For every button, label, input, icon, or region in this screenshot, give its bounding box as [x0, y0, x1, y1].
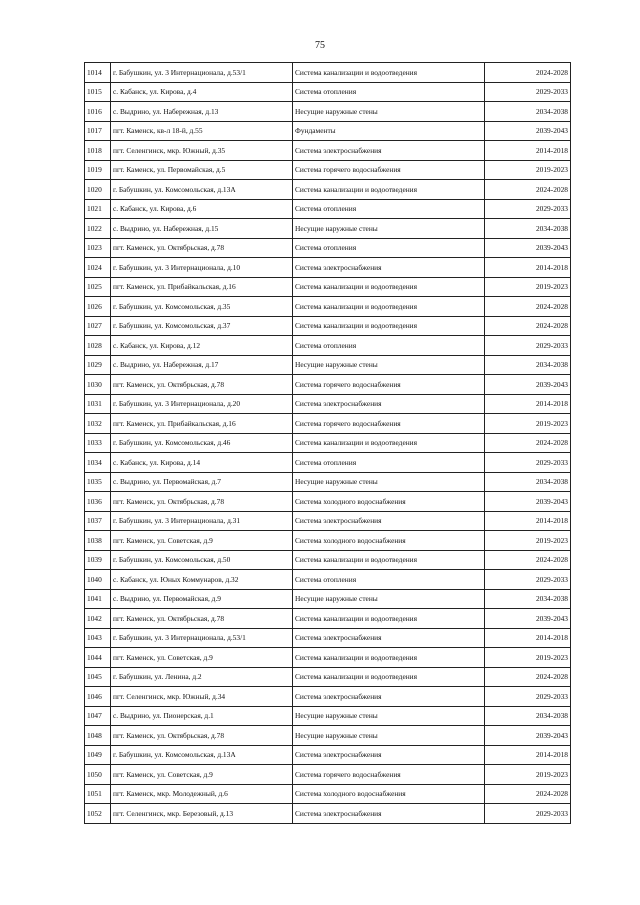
repair-period-cell: 2034-2038 [485, 472, 571, 492]
address-cell: с. Кабанск, ул. Кирова, д.14 [111, 453, 293, 473]
table-row [85, 277, 571, 297]
row-number-cell: 1028 [85, 336, 111, 356]
table-row [85, 687, 571, 707]
row-number-cell: 1043 [85, 628, 111, 648]
repair-period-cell: 2024-2028 [485, 297, 571, 317]
row-number-cell: 1020 [85, 180, 111, 200]
table-row [85, 511, 571, 531]
row-number-cell: 1040 [85, 570, 111, 590]
address-cell: г. Бабушкин, ул. 3 Интернационала, д.53/1 [111, 63, 293, 83]
structural-element-cell: Система горячего водоснабжения [293, 765, 485, 785]
row-number-cell: 1015 [85, 82, 111, 102]
structural-element-cell: Система канализации и водоотведения [293, 609, 485, 629]
repair-period-cell: 2024-2028 [485, 667, 571, 687]
structural-element-cell: Система горячего водоснабжения [293, 375, 485, 395]
repair-period-cell: 2029-2033 [485, 199, 571, 219]
table-row [85, 199, 571, 219]
structural-element-cell: Система канализации и водоотведения [293, 63, 485, 83]
address-cell: с. Выдрино, ул. Пионерская, д.1 [111, 706, 293, 726]
address-cell: г. Бабушкин, ул. 3 Интернационала, д.10 [111, 258, 293, 278]
table-row [85, 784, 571, 804]
address-cell: пгт. Каменск, ул. Советская, д.9 [111, 648, 293, 668]
repair-period-cell: 2014-2018 [485, 628, 571, 648]
table-row [85, 472, 571, 492]
repair-period-cell: 2014-2018 [485, 745, 571, 765]
structural-element-cell: Система холодного водоснабжения [293, 492, 485, 512]
structural-element-cell: Несущие наружные стены [293, 706, 485, 726]
table-row [85, 804, 571, 824]
table-row [85, 121, 571, 141]
repair-period-cell: 2034-2038 [485, 219, 571, 239]
repair-period-cell: 2019-2023 [485, 648, 571, 668]
table-row [85, 336, 571, 356]
table-row [85, 609, 571, 629]
row-number-cell: 1049 [85, 745, 111, 765]
row-number-cell: 1050 [85, 765, 111, 785]
repair-period-cell: 2029-2033 [485, 804, 571, 824]
structural-element-cell: Система отопления [293, 570, 485, 590]
repair-period-cell: 2019-2023 [485, 414, 571, 434]
table-row [85, 628, 571, 648]
repair-period-cell: 2029-2033 [485, 453, 571, 473]
row-number-cell: 1017 [85, 121, 111, 141]
address-cell: пгт. Каменск, ул. Советская, д.9 [111, 765, 293, 785]
row-number-cell: 1039 [85, 550, 111, 570]
structural-element-cell: Система электроснабжения [293, 394, 485, 414]
structural-element-cell: Система отопления [293, 82, 485, 102]
repair-period-cell: 2024-2028 [485, 316, 571, 336]
address-cell: с. Выдрино, ул. Набережная, д.13 [111, 102, 293, 122]
address-cell: с. Выдрино, ул. Набережная, д.15 [111, 219, 293, 239]
row-number-cell: 1027 [85, 316, 111, 336]
table-row [85, 550, 571, 570]
table-row [85, 648, 571, 668]
address-cell: пгт. Селенгинск, мкр. Березовый, д.13 [111, 804, 293, 824]
row-number-cell: 1032 [85, 414, 111, 434]
address-cell: г. Бабушкин, ул. Комсомольская, д.46 [111, 433, 293, 453]
address-cell: г. Бабушкин, ул. 3 Интернационала, д.20 [111, 394, 293, 414]
row-number-cell: 1019 [85, 160, 111, 180]
structural-element-cell: Система холодного водоснабжения [293, 531, 485, 551]
table-row [85, 316, 571, 336]
repair-period-cell: 2024-2028 [485, 550, 571, 570]
row-number-cell: 1021 [85, 199, 111, 219]
table-row [85, 160, 571, 180]
structural-element-cell: Система электроснабжения [293, 628, 485, 648]
structural-element-cell: Система электроснабжения [293, 687, 485, 707]
address-cell: пгт. Каменск, ул. Октябрьская, д.78 [111, 609, 293, 629]
address-cell: с. Выдрино, ул. Первомайская, д.7 [111, 472, 293, 492]
repair-period-cell: 2039-2043 [485, 375, 571, 395]
table-row [85, 706, 571, 726]
address-cell: г. Бабушкин, ул. 3 Интернационала, д.31 [111, 511, 293, 531]
structural-element-cell: Система отопления [293, 336, 485, 356]
repair-period-cell: 2019-2023 [485, 531, 571, 551]
table-row [85, 570, 571, 590]
row-number-cell: 1041 [85, 589, 111, 609]
repair-period-cell: 2019-2023 [485, 160, 571, 180]
repair-period-cell: 2039-2043 [485, 726, 571, 746]
row-number-cell: 1042 [85, 609, 111, 629]
row-number-cell: 1048 [85, 726, 111, 746]
structural-element-cell: Несущие наружные стены [293, 726, 485, 746]
structural-element-cell: Система канализации и водоотведения [293, 648, 485, 668]
address-cell: пгт. Каменск, ул. Первомайская, д.5 [111, 160, 293, 180]
address-cell: г. Бабушкин, ул. Комсомольская, д.37 [111, 316, 293, 336]
structural-element-cell: Система отопления [293, 453, 485, 473]
table-row [85, 726, 571, 746]
structural-element-cell: Система канализации и водоотведения [293, 277, 485, 297]
row-number-cell: 1026 [85, 297, 111, 317]
row-number-cell: 1045 [85, 667, 111, 687]
repair-period-cell: 2034-2038 [485, 102, 571, 122]
structural-element-cell: Система канализации и водоотведения [293, 180, 485, 200]
address-cell: с. Кабанск, ул. Кирова, д.4 [111, 82, 293, 102]
row-number-cell: 1052 [85, 804, 111, 824]
repair-period-cell: 2024-2028 [485, 180, 571, 200]
row-number-cell: 1031 [85, 394, 111, 414]
table-row [85, 414, 571, 434]
row-number-cell: 1047 [85, 706, 111, 726]
table-row [85, 297, 571, 317]
structural-element-cell: Система канализации и водоотведения [293, 316, 485, 336]
structural-element-cell: Система электроснабжения [293, 511, 485, 531]
table-row [85, 180, 571, 200]
table-row [85, 219, 571, 239]
repair-period-cell: 2014-2018 [485, 511, 571, 531]
address-cell: г. Бабушкин, ул. Комсомольская, д.13А [111, 745, 293, 765]
address-cell: пгт. Каменск, ул. Прибайкальская, д.16 [111, 414, 293, 434]
row-number-cell: 1037 [85, 511, 111, 531]
repair-period-cell: 2039-2043 [485, 121, 571, 141]
row-number-cell: 1023 [85, 238, 111, 258]
row-number-cell: 1038 [85, 531, 111, 551]
table-row [85, 433, 571, 453]
table-row [85, 141, 571, 161]
row-number-cell: 1051 [85, 784, 111, 804]
structural-element-cell: Система отопления [293, 238, 485, 258]
row-number-cell: 1022 [85, 219, 111, 239]
repair-period-cell: 2039-2043 [485, 238, 571, 258]
address-cell: пгт. Каменск, ул. Октябрьская, д.78 [111, 726, 293, 746]
repair-period-cell: 2034-2038 [485, 589, 571, 609]
repair-period-cell: 2014-2018 [485, 394, 571, 414]
repair-period-cell: 2014-2018 [485, 141, 571, 161]
row-number-cell: 1024 [85, 258, 111, 278]
structural-element-cell: Система электроснабжения [293, 745, 485, 765]
repair-period-cell: 2029-2033 [485, 336, 571, 356]
table-row [85, 765, 571, 785]
structural-element-cell: Несущие наружные стены [293, 219, 485, 239]
table-row [85, 258, 571, 278]
structural-element-cell: Несущие наружные стены [293, 472, 485, 492]
row-number-cell: 1014 [85, 63, 111, 83]
address-cell: с. Кабанск, ул. Юных Коммунаров, д.32 [111, 570, 293, 590]
address-cell: пгт. Каменск, кв-л 18-й, д.55 [111, 121, 293, 141]
address-cell: с. Выдрино, ул. Первомайская, д.9 [111, 589, 293, 609]
table-body [85, 63, 571, 824]
address-cell: пгт. Каменск, мкр. Молодежный, д.6 [111, 784, 293, 804]
repair-period-cell: 2014-2018 [485, 258, 571, 278]
repair-schedule-table [84, 62, 571, 824]
structural-element-cell: Система горячего водоснабжения [293, 414, 485, 434]
table-row [85, 667, 571, 687]
address-cell: с. Выдрино, ул. Набережная, д.17 [111, 355, 293, 375]
table-row [85, 102, 571, 122]
table-row [85, 589, 571, 609]
repair-period-cell: 2019-2023 [485, 765, 571, 785]
structural-element-cell: Система канализации и водоотведения [293, 433, 485, 453]
table-row [85, 453, 571, 473]
table-row [85, 355, 571, 375]
structural-element-cell: Несущие наружные стены [293, 102, 485, 122]
repair-period-cell: 2024-2028 [485, 784, 571, 804]
table-row [85, 375, 571, 395]
structural-element-cell: Система отопления [293, 199, 485, 219]
table-row [85, 82, 571, 102]
repair-period-cell: 2039-2043 [485, 492, 571, 512]
repair-period-cell: 2029-2033 [485, 687, 571, 707]
address-cell: пгт. Селенгинск, мкр. Южный, д.35 [111, 141, 293, 161]
address-cell: г. Бабушкин, ул. 3 Интернационала, д.53/1 [111, 628, 293, 648]
structural-element-cell: Система канализации и водоотведения [293, 667, 485, 687]
address-cell: пгт. Селенгинск, мкр. Южный, д.34 [111, 687, 293, 707]
row-number-cell: 1016 [85, 102, 111, 122]
repair-period-cell: 2024-2028 [485, 63, 571, 83]
row-number-cell: 1044 [85, 648, 111, 668]
repair-period-cell: 2029-2033 [485, 82, 571, 102]
address-cell: пгт. Каменск, ул. Советская, д.9 [111, 531, 293, 551]
table-row [85, 492, 571, 512]
row-number-cell: 1025 [85, 277, 111, 297]
page-number: 75 [315, 40, 325, 51]
structural-element-cell: Система электроснабжения [293, 258, 485, 278]
address-cell: г. Бабушкин, ул. Ленина, д.2 [111, 667, 293, 687]
repair-period-cell: 2034-2038 [485, 355, 571, 375]
row-number-cell: 1030 [85, 375, 111, 395]
address-cell: пгт. Каменск, ул. Октябрьская, д.78 [111, 238, 293, 258]
structural-element-cell: Несущие наружные стены [293, 589, 485, 609]
structural-element-cell: Система электроснабжения [293, 804, 485, 824]
structural-element-cell: Система канализации и водоотведения [293, 550, 485, 570]
repair-period-cell: 2029-2033 [485, 570, 571, 590]
address-cell: г. Бабушкин, ул. Комсомольская, д.13А [111, 180, 293, 200]
row-number-cell: 1034 [85, 453, 111, 473]
table-row [85, 531, 571, 551]
row-number-cell: 1018 [85, 141, 111, 161]
structural-element-cell: Система электроснабжения [293, 141, 485, 161]
table-row [85, 745, 571, 765]
structural-element-cell: Система канализации и водоотведения [293, 297, 485, 317]
repair-period-cell: 2039-2043 [485, 609, 571, 629]
row-number-cell: 1029 [85, 355, 111, 375]
row-number-cell: 1035 [85, 472, 111, 492]
structural-element-cell: Система горячего водоснабжения [293, 160, 485, 180]
structural-element-cell: Фундаменты [293, 121, 485, 141]
repair-period-cell: 2034-2038 [485, 706, 571, 726]
row-number-cell: 1046 [85, 687, 111, 707]
structural-element-cell: Система холодного водоснабжения [293, 784, 485, 804]
repair-period-cell: 2019-2023 [485, 277, 571, 297]
table-row [85, 238, 571, 258]
address-cell: пгт. Каменск, ул. Октябрьская, д.78 [111, 375, 293, 395]
repair-period-cell: 2024-2028 [485, 433, 571, 453]
table-row [85, 394, 571, 414]
row-number-cell: 1033 [85, 433, 111, 453]
address-cell: пгт. Каменск, ул. Октябрьская, д.78 [111, 492, 293, 512]
address-cell: с. Кабанск, ул. Кирова, д.6 [111, 199, 293, 219]
address-cell: пгт. Каменск, ул. Прибайкальская, д.16 [111, 277, 293, 297]
row-number-cell: 1036 [85, 492, 111, 512]
address-cell: г. Бабушкин, ул. Комсомольская, д.35 [111, 297, 293, 317]
address-cell: с. Кабанск, ул. Кирова, д.12 [111, 336, 293, 356]
table-row [85, 63, 571, 83]
structural-element-cell: Несущие наружные стены [293, 355, 485, 375]
address-cell: г. Бабушкин, ул. Комсомольская, д.50 [111, 550, 293, 570]
